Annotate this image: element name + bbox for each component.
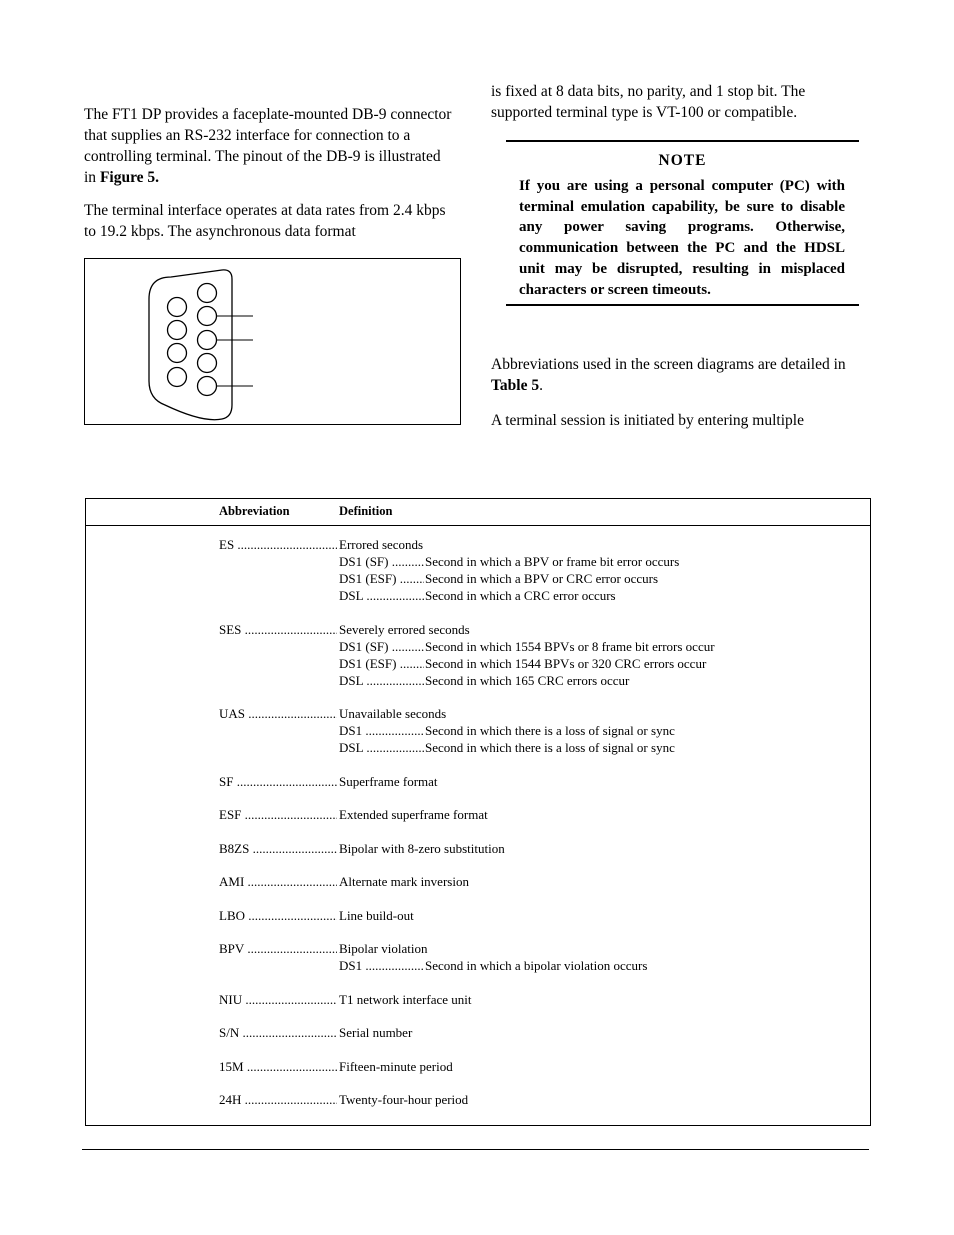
definition-cell: Errored seconds [339, 537, 424, 552]
terminal-session-paragraph: A terminal session is initiated by entering multiple [491, 412, 804, 429]
sub-definition-text: Second in which a bipolar violation occurs [425, 958, 648, 973]
left-column [84, 104, 456, 242]
column-header-definition: Definition [339, 504, 393, 518]
entry-main-line [219, 1024, 859, 1041]
abbreviation-cell: 24H ..... [219, 1091, 337, 1108]
definition-cell: Bipolar violation [339, 941, 428, 956]
entry-main-line [219, 1091, 859, 1108]
table-row [219, 773, 859, 790]
db9-shell-outline [149, 270, 232, 420]
sub-definition-text: Second in which there is a loss of signal or sync [425, 723, 675, 738]
definition-cell: Unavailable seconds [339, 706, 447, 721]
definition-cell: Serial number [339, 1025, 413, 1040]
entry-main-line [219, 806, 859, 823]
abbreviation-cell: S/N ..... [219, 1024, 337, 1041]
sub-definition-label: DS1 (ESF) ..... [339, 570, 425, 587]
definition-cell: Bipolar with 8-zero substitution [339, 840, 505, 856]
sub-definition-label: DS1 (SF) ..... [339, 638, 425, 655]
footer-rule [82, 1149, 869, 1150]
sub-definition-line [219, 587, 859, 604]
abbreviation-cell: ESF ..... [219, 806, 337, 823]
definition-cell: Fifteen-minute period [339, 1058, 453, 1074]
sub-definition-line [219, 553, 859, 570]
table-row [219, 806, 859, 823]
entry-main-line [219, 840, 859, 857]
table-row [219, 840, 859, 857]
terminal-interface-paragraph: The terminal interface operates at data rates from 2.4 kbps to 19.2 kbps. The asynchronous data format [84, 202, 446, 240]
sub-definition-line [219, 570, 859, 587]
figure-reference: Figure 5. [99, 169, 160, 186]
entry-main-line [219, 1058, 859, 1075]
sub-definition-label: DS1 (ESF) ..... [339, 655, 425, 672]
abbreviation-cell: LBO ..... [219, 907, 337, 924]
definition-cell: Alternate mark inversion [339, 874, 469, 889]
sub-definition-line [219, 638, 859, 655]
table-row [219, 1024, 859, 1041]
entry-main-line [219, 873, 859, 890]
sub-definition-label: DS1 ..... [339, 957, 425, 974]
db9-pin [168, 321, 187, 340]
db9-pin [198, 284, 217, 303]
table-row [219, 536, 859, 604]
db9-pin [198, 377, 217, 396]
table-row [219, 705, 859, 756]
abbreviation-cell: SES ..... [219, 621, 337, 638]
note-title: NOTE [658, 152, 707, 169]
db9-pin [198, 331, 217, 350]
data-format-paragraph: is fixed at 8 data bits, no parity, and 1 stop bit. The supported terminal type is VT-100 or compatible. [491, 83, 806, 121]
sub-definition-label: DSL ..... [339, 672, 425, 689]
sub-definition-label: DSL ..... [339, 587, 425, 604]
entry-main-line [219, 536, 859, 553]
table-row [219, 1091, 859, 1108]
table-row [219, 1058, 859, 1075]
sub-definition-line [219, 957, 859, 974]
definition-cell: T1 network interface unit [339, 991, 472, 1007]
sub-definition-line [219, 655, 859, 672]
entry-main-line [219, 940, 859, 957]
table-row [219, 873, 859, 890]
abbreviation-cell: 15M ..... [219, 1058, 337, 1075]
sub-definition-text: Second in which 1544 BPVs or 320 CRC errors occur [425, 655, 707, 671]
db9-pin [198, 307, 217, 326]
table-row [219, 991, 859, 1008]
abbreviation-cell: SF ..... [219, 773, 337, 790]
column-header-abbreviation: Abbreviation [219, 504, 290, 518]
sub-definition-label: DSL ..... [339, 739, 425, 756]
sub-definition-text: Second in which a BPV or frame bit error occurs [425, 554, 680, 569]
abbreviation-cell: B8ZS ..... [219, 840, 337, 857]
sub-definition-text: Second in which a BPV or CRC error occurs [425, 571, 659, 586]
table-row [219, 940, 859, 974]
sub-definition-line [219, 722, 859, 739]
abbreviation-cell: UAS ..... [219, 705, 337, 722]
note-body: If you are using a personal computer (PC) with terminal emulation capability, be sure to disable any power saving programs. Otherwise, communication between the PC and the HDSL unit may be disrupted, resulting in misplaced characters or screen timeouts. [519, 178, 845, 298]
db9-pin [168, 368, 187, 387]
sub-definition-text: Second in which 165 CRC errors occur [425, 672, 630, 688]
abbreviation-cell: AMI ..... [219, 873, 337, 890]
table-row [219, 621, 859, 689]
right-column-top [491, 81, 863, 123]
entry-main-line [219, 773, 859, 790]
db9-leader-lines [217, 316, 253, 386]
definition-cell: Severely errored seconds [339, 621, 470, 637]
table-row [219, 907, 859, 924]
note-box [506, 140, 859, 306]
abbreviation-cell: ES ..... [219, 536, 337, 553]
table-body [219, 536, 859, 1125]
db9-pin [198, 354, 217, 373]
db9-pins [168, 284, 217, 396]
table-header [86, 499, 870, 526]
definition-cell: Line build-out [339, 907, 414, 923]
sub-definition-text: Second in which a CRC error occurs [425, 588, 616, 603]
sub-definition-label: DS1 ..... [339, 722, 425, 739]
entry-main-line [219, 991, 859, 1008]
sub-definition-text: Second in which 1554 BPVs or 8 frame bit errors occur [425, 638, 715, 654]
sub-definition-label: DS1 (SF) ..... [339, 553, 425, 570]
db9-connector-drawing [85, 259, 462, 426]
definition-cell: Superframe format [339, 773, 438, 789]
definition-cell: Extended superframe format [339, 807, 488, 822]
abbreviation-cell: NIU ..... [219, 991, 337, 1008]
db9-pin [168, 298, 187, 317]
entry-main-line [219, 907, 859, 924]
entry-main-line [219, 705, 859, 722]
sub-definition-text: Second in which there is a loss of signal or sync [425, 740, 675, 755]
db9-intro-paragraph: The FT1 DP provides a faceplate-mounted DB-9 connector that supplies an RS-232 interface for connection to a controlling terminal. The pinout of the DB-9 is illustrated in Figure 5. [84, 106, 452, 186]
abbreviation-cell: BPV ..... [219, 940, 337, 957]
abbreviations-table [85, 498, 871, 1126]
db9-pin [168, 344, 187, 363]
db9-figure [84, 258, 461, 425]
entry-main-line [219, 621, 859, 638]
right-column-middle [491, 354, 871, 431]
abbreviations-paragraph: Abbreviations used in the screen diagrams are detailed in Table 5. [491, 356, 846, 394]
table-reference: Table 5 [491, 377, 540, 394]
definition-cell: Twenty-four-hour period [339, 1092, 469, 1107]
sub-definition-line [219, 739, 859, 756]
sub-definition-line [219, 672, 859, 689]
